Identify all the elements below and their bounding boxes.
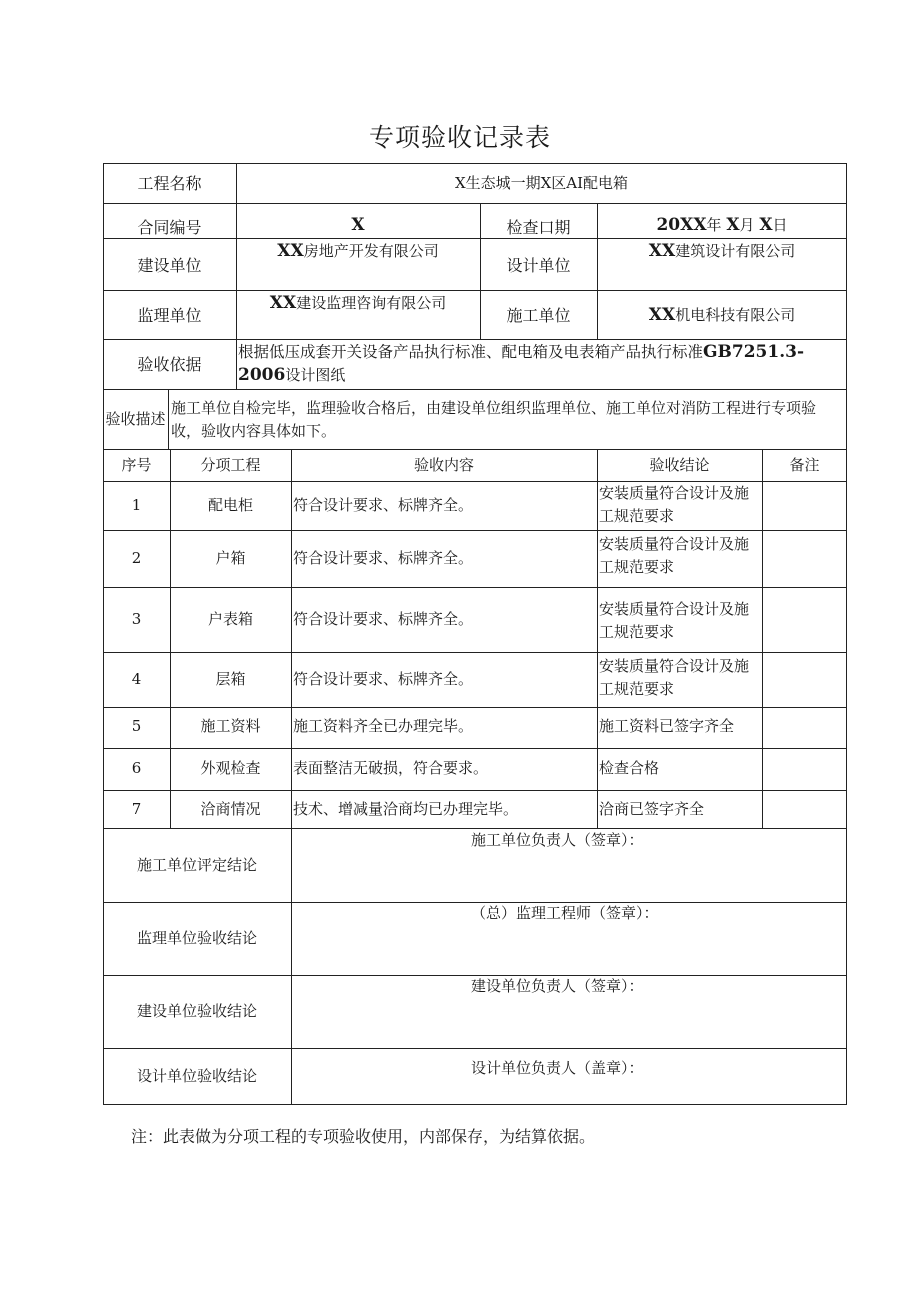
row-content: 表面整洁无破损，符合要求。 (293, 759, 489, 777)
row-divider (103, 389, 847, 390)
col-header-remark: 备注 (789, 456, 820, 474)
signoff-label-contractor: 施工单位评定结论 (136, 856, 257, 874)
col-header-no: 序号 (121, 456, 152, 474)
row-item: 户表箱 (207, 610, 253, 628)
project-name-label: 工程名称 (137, 174, 202, 193)
project-name-value: X生态城一期X区AI配电箱 (454, 174, 629, 192)
contractor-value (597, 304, 847, 327)
row-divider (103, 707, 847, 708)
owner-label: 建设单位 (137, 256, 202, 275)
col-header-item: 分项工程 (200, 456, 261, 474)
row-conclusion: 洽商已签字齐全 (599, 800, 705, 818)
row-divider (103, 203, 847, 204)
row-item: 洽商情况 (200, 800, 261, 818)
row-item: 施工资料 (200, 717, 261, 735)
check-date-label: 检查口期 (506, 218, 571, 237)
row-conclusion: 施工资料已签字齐全 (599, 717, 735, 735)
date-day-unit: 日 (772, 216, 788, 234)
contract-no-value: X (351, 215, 365, 235)
basis-std-year: 2006 (238, 365, 286, 385)
col-divider (168, 389, 169, 449)
row-content: 符合设计要求、标牌齐全。 (293, 549, 474, 567)
row-no: 7 (131, 800, 142, 818)
row-no: 4 (131, 670, 142, 688)
col-divider (597, 449, 598, 828)
row-divider (103, 290, 847, 291)
contractor-name: 机电科技有限公司 (675, 306, 796, 324)
signoff-label-supervisor: 监理单位验收结论 (136, 929, 257, 947)
row-conclusion: 安装质量符合设计及施工规范要求 (599, 600, 750, 641)
owner-prefix: XX (277, 241, 304, 261)
row-conclusion: 安装质量符合设计及施工规范要求 (599, 657, 750, 698)
footnote: 注：此表做为分项工程的专项验收使用，内部保存，为结算依据。 (131, 1127, 596, 1146)
col-divider (291, 449, 292, 1105)
date-year-unit: 年 (706, 216, 722, 234)
date-year: 20XX (656, 215, 707, 235)
basis-line-1 (238, 341, 804, 364)
row-content: 符合设计要求、标牌齐全。 (293, 610, 474, 628)
desc-label: 验收描述 (105, 410, 166, 428)
row-divider (103, 1048, 847, 1049)
row-divider (103, 790, 847, 791)
supervisor-value (236, 292, 480, 315)
row-no: 2 (131, 549, 142, 567)
basis-line-2 (238, 364, 345, 387)
row-no: 6 (131, 759, 142, 777)
row-content: 技术、增减量洽商均已办理完毕。 (293, 800, 519, 818)
signoff-label-design: 设计单位验收结论 (136, 1067, 257, 1085)
date-day: X (759, 215, 773, 235)
contract-no-label: 合同编号 (137, 218, 202, 237)
signoff-signer-supervisor: （总）监理工程师（签章）： (471, 904, 659, 922)
design-label: 设计单位 (506, 256, 571, 275)
row-content: 符合设计要求、标牌齐全。 (293, 670, 474, 688)
col-divider (236, 163, 237, 389)
check-date-value (597, 214, 847, 237)
row-item: 外观检查 (200, 759, 261, 777)
basis-text: 根据低压成套开关设备产品执行标准、配电箱及电表箱产品执行标准 (238, 343, 704, 361)
row-divider (103, 449, 847, 450)
row-conclusion: 检查合格 (599, 759, 660, 777)
signoff-signer-contractor: 施工单位负责人（签章）： (471, 831, 644, 849)
row-conclusion: 安装质量符合设计及施工规范要求 (599, 535, 750, 576)
supervisor-label: 监理单位 (137, 306, 202, 325)
col-header-conclusion: 验收结论 (649, 456, 710, 474)
design-value (597, 240, 847, 263)
signoff-signer-owner: 建设单位负责人（签章）： (471, 977, 644, 995)
row-divider (103, 339, 847, 340)
basis-tail: 设计图纸 (285, 366, 346, 384)
page-title: 专项验收记录表 (368, 123, 551, 152)
row-content: 符合设计要求、标牌齐全。 (293, 496, 474, 514)
col-divider (762, 449, 763, 828)
contractor-prefix: XX (648, 305, 676, 325)
row-no: 1 (131, 496, 142, 514)
signoff-signer-design: 设计单位负责人（盖章）： (471, 1059, 644, 1077)
contractor-label: 施工单位 (506, 306, 571, 325)
owner-name: 房地产开发有限公司 (303, 242, 439, 260)
row-divider (103, 652, 847, 653)
supervisor-name: 建设监理咨询有限公司 (296, 294, 447, 312)
design-prefix: XX (648, 241, 676, 261)
row-no: 3 (131, 610, 142, 628)
row-item: 户箱 (215, 549, 246, 567)
basis-label: 验收依据 (137, 355, 202, 374)
row-divider (103, 748, 847, 749)
desc-value: 施工单位自检完毕，监理验收合格后，由建设单位组织监理单位、施工单位对消防工程进行专项验收，验收内容具体如下。 (171, 399, 817, 440)
date-month: X (726, 215, 740, 235)
row-no: 5 (131, 717, 142, 735)
row-item: 层箱 (215, 670, 246, 688)
basis-std-code: GB7251.3- (703, 342, 805, 362)
row-divider (103, 587, 847, 588)
supervisor-prefix: XX (269, 293, 297, 313)
design-name: 建筑设计有限公司 (675, 242, 796, 260)
row-item: 配电柜 (207, 496, 253, 514)
row-conclusion: 安装质量符合设计及施工规范要求 (599, 484, 750, 525)
signoff-label-owner: 建设单位验收结论 (136, 1002, 257, 1020)
date-month-unit: 月 (739, 216, 755, 234)
row-divider (103, 530, 847, 531)
owner-value (236, 240, 480, 263)
col-header-content: 验收内容 (413, 456, 474, 474)
row-content: 施工资料齐全已办理完毕。 (293, 717, 474, 735)
